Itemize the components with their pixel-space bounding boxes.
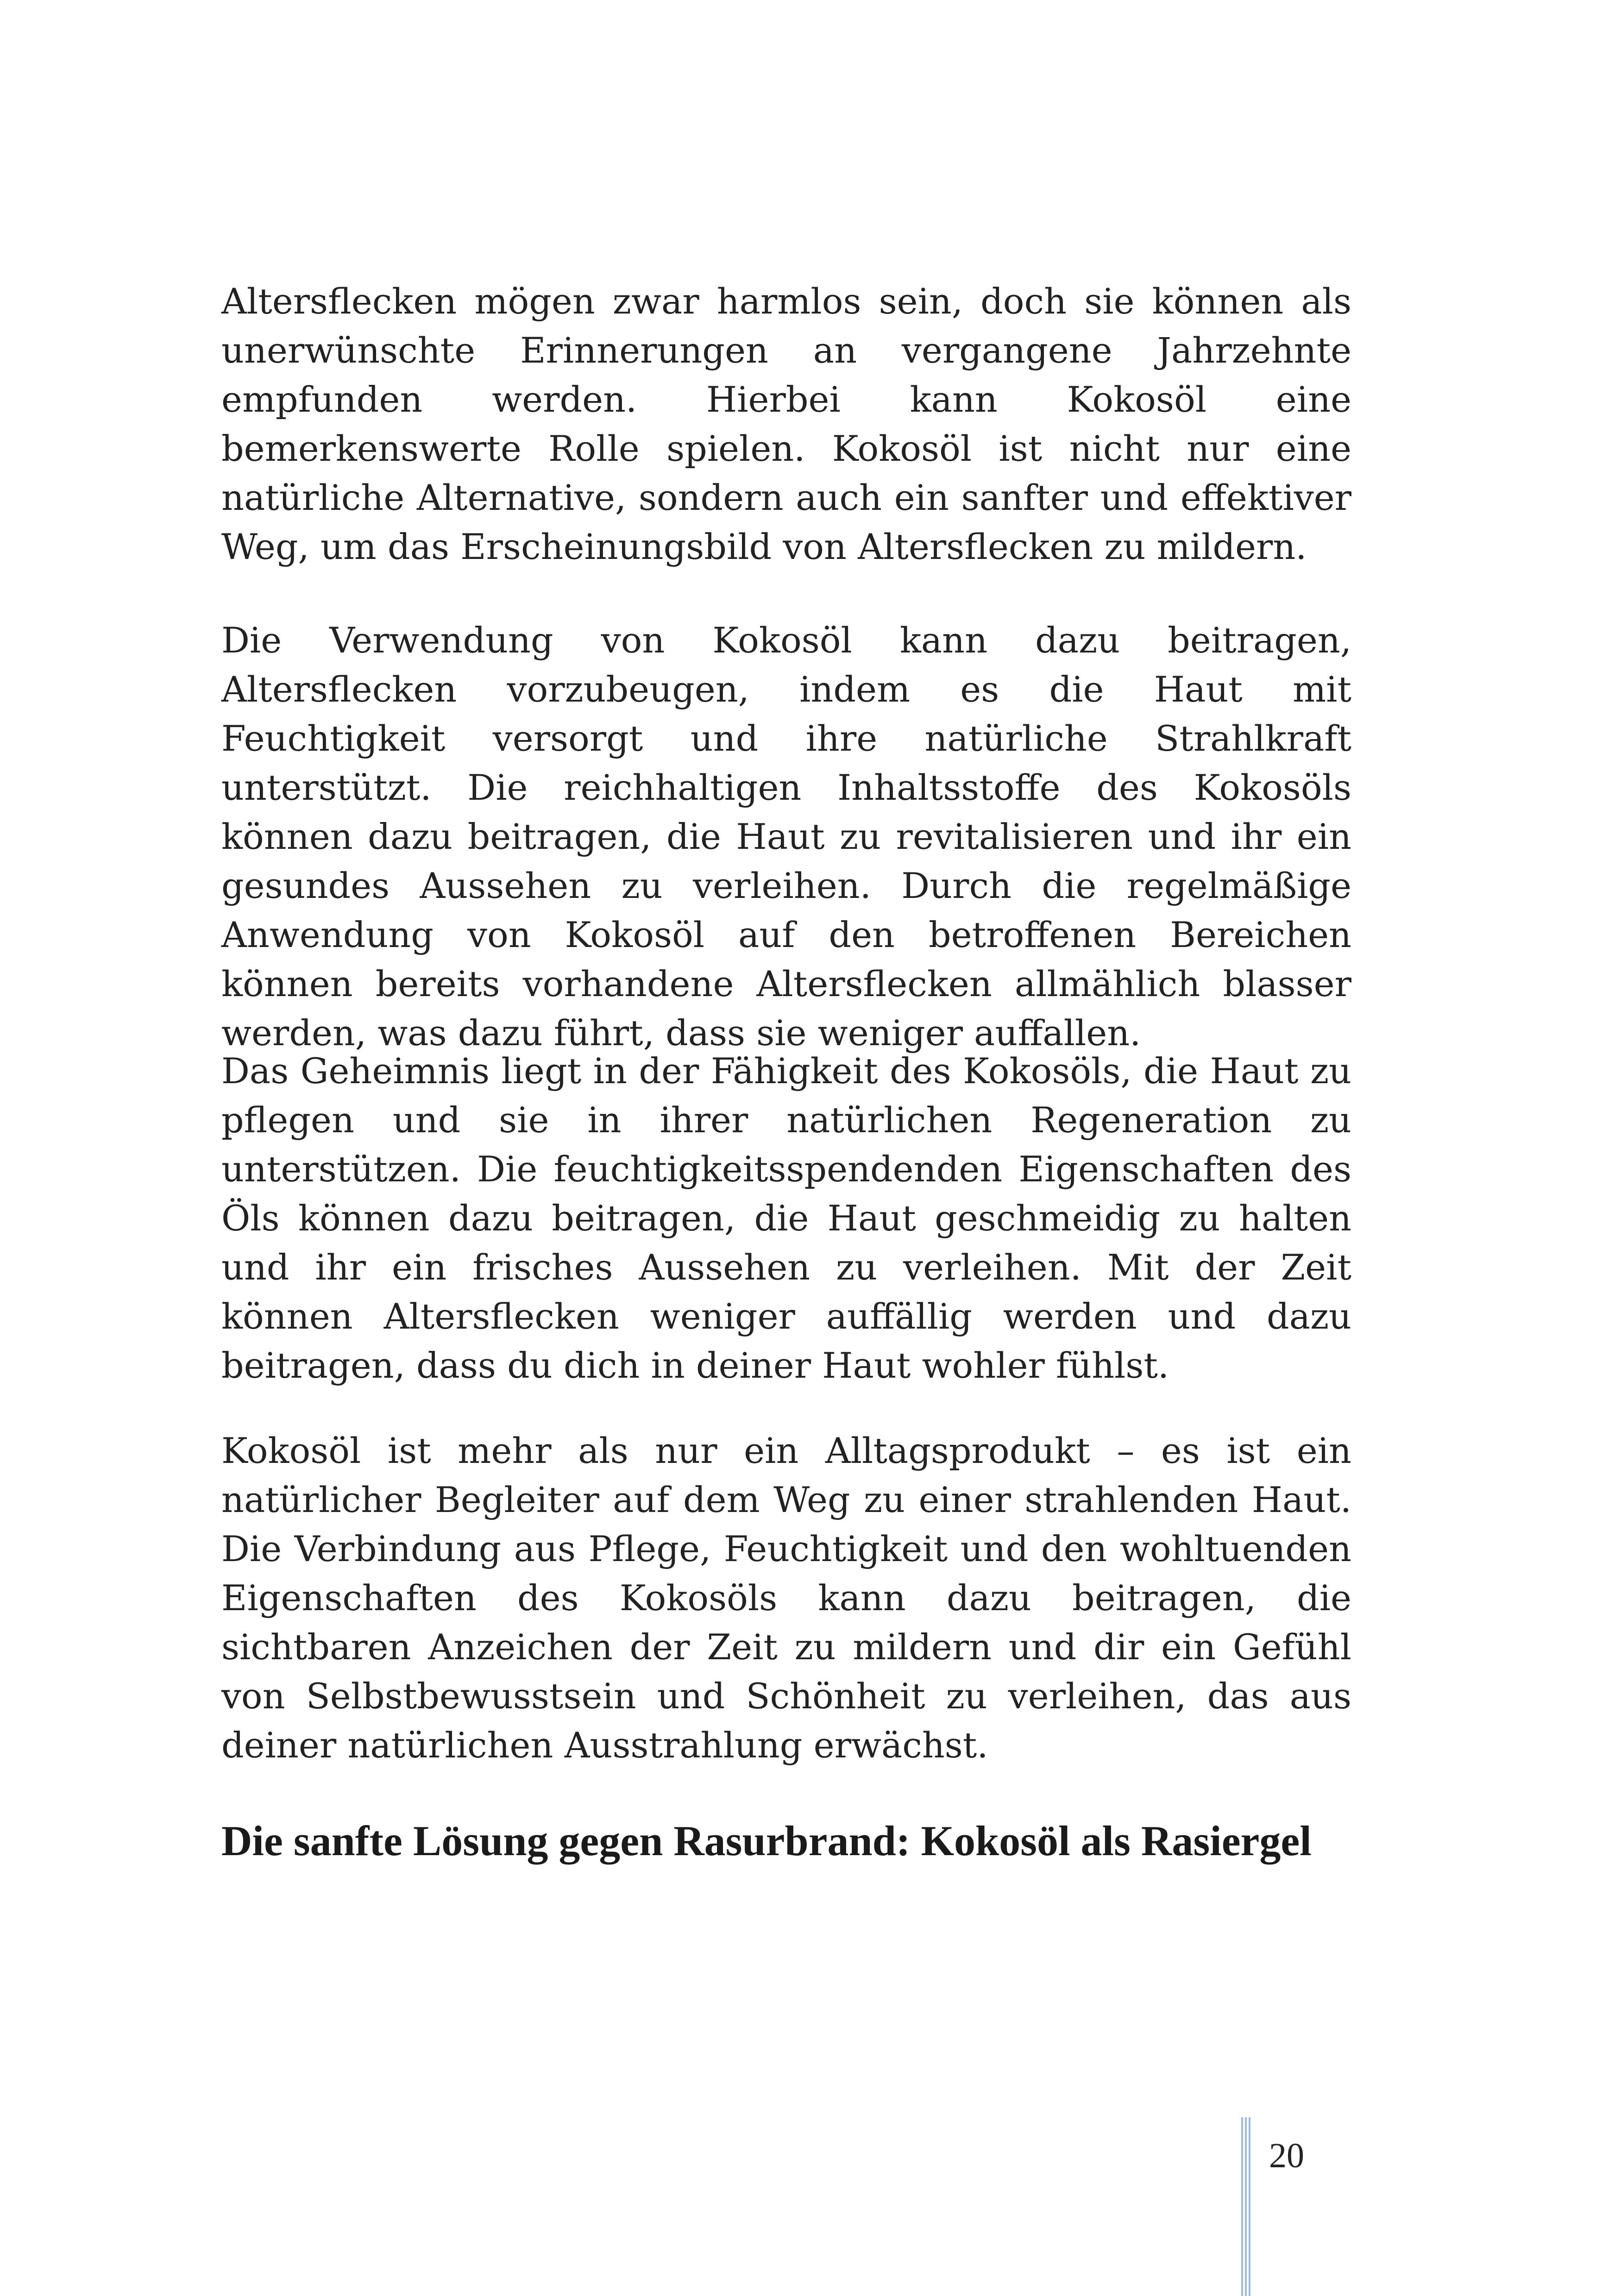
paragraph-text: Das Geheimnis liegt in der Fähigkeit des Kokosöls, die Haut zu pflegen und sie in ihrer natürlichen Regeneration zu unterstützen. Die feuchtigkeitsspendenden Eigenschaften des Öls können dazu beitragen, die Haut geschmeidig zu halten und ihr ein frisches Aussehen zu verleihen. Mit der Zeit können Altersflecken weniger auffällig werden und dazu beitragen, dass du dich in deiner Haut wohler fühlst. xyxy=(221,1050,1351,1386)
page-number-rule xyxy=(1241,2117,1251,2296)
body-paragraph-2 xyxy=(221,616,1351,1107)
section-heading: Die sanfte Lösung gegen Rasurbrand: Kokosöl als Rasiergel xyxy=(221,1817,1312,1864)
body-paragraph-1 xyxy=(221,277,1351,621)
body-paragraph-4 xyxy=(221,1426,1351,1819)
paragraph-text: Die Verwendung von Kokosöl kann dazu beitragen, Altersflecken vorzubeugen, indem es die Haut mit Feuchtigkeit versorgt und ihre natürliche Strahlkraft unterstützt. Die reichhaltigen Inhaltsstoffe des Kokosöls können dazu beitragen, die Haut zu revitalisieren und ihr ein gesundes Aussehen zu verleihen. Durch die regelmäßige Anwendung von Kokosöl auf den betroffenen Bereichen können bereits vorhandene Altersflecken allmählich blasser werden, was dazu führt, dass sie weniger auffallen. xyxy=(221,620,1351,1054)
paragraph-text: Altersflecken mögen zwar harmlos sein, doch sie können als unerwünschte Erinnerungen an vergangene Jahrzehnte empfunden werden. Hierbei kann Kokosöl eine bemerkenswerte Rolle spielen. Kokosöl ist nicht nur eine natürliche Alternative, sondern auch ein sanfter und effektiver Weg, um das Erscheinungsbild von Altersflecken zu mildern. xyxy=(221,281,1351,567)
page-number: 20 xyxy=(1269,2136,1304,2175)
body-paragraph-3 xyxy=(221,1047,1351,1439)
paragraph-text: Kokosöl ist mehr als nur ein Alltagsprodukt – es ist ein natürlicher Begleiter auf dem Weg zu einer strahlenden Haut. Die Verbindung aus Pflege, Feuchtigkeit und den wohltuenden Eigenschaften des Kokosöls kann dazu beitragen, die sichtbaren Anzeichen der Zeit zu mildern und dir ein Gefühl von Selbstbewusstsein und Schönheit zu verleihen, das aus deiner natürlichen Ausstrahlung erwächst. xyxy=(221,1430,1351,1766)
